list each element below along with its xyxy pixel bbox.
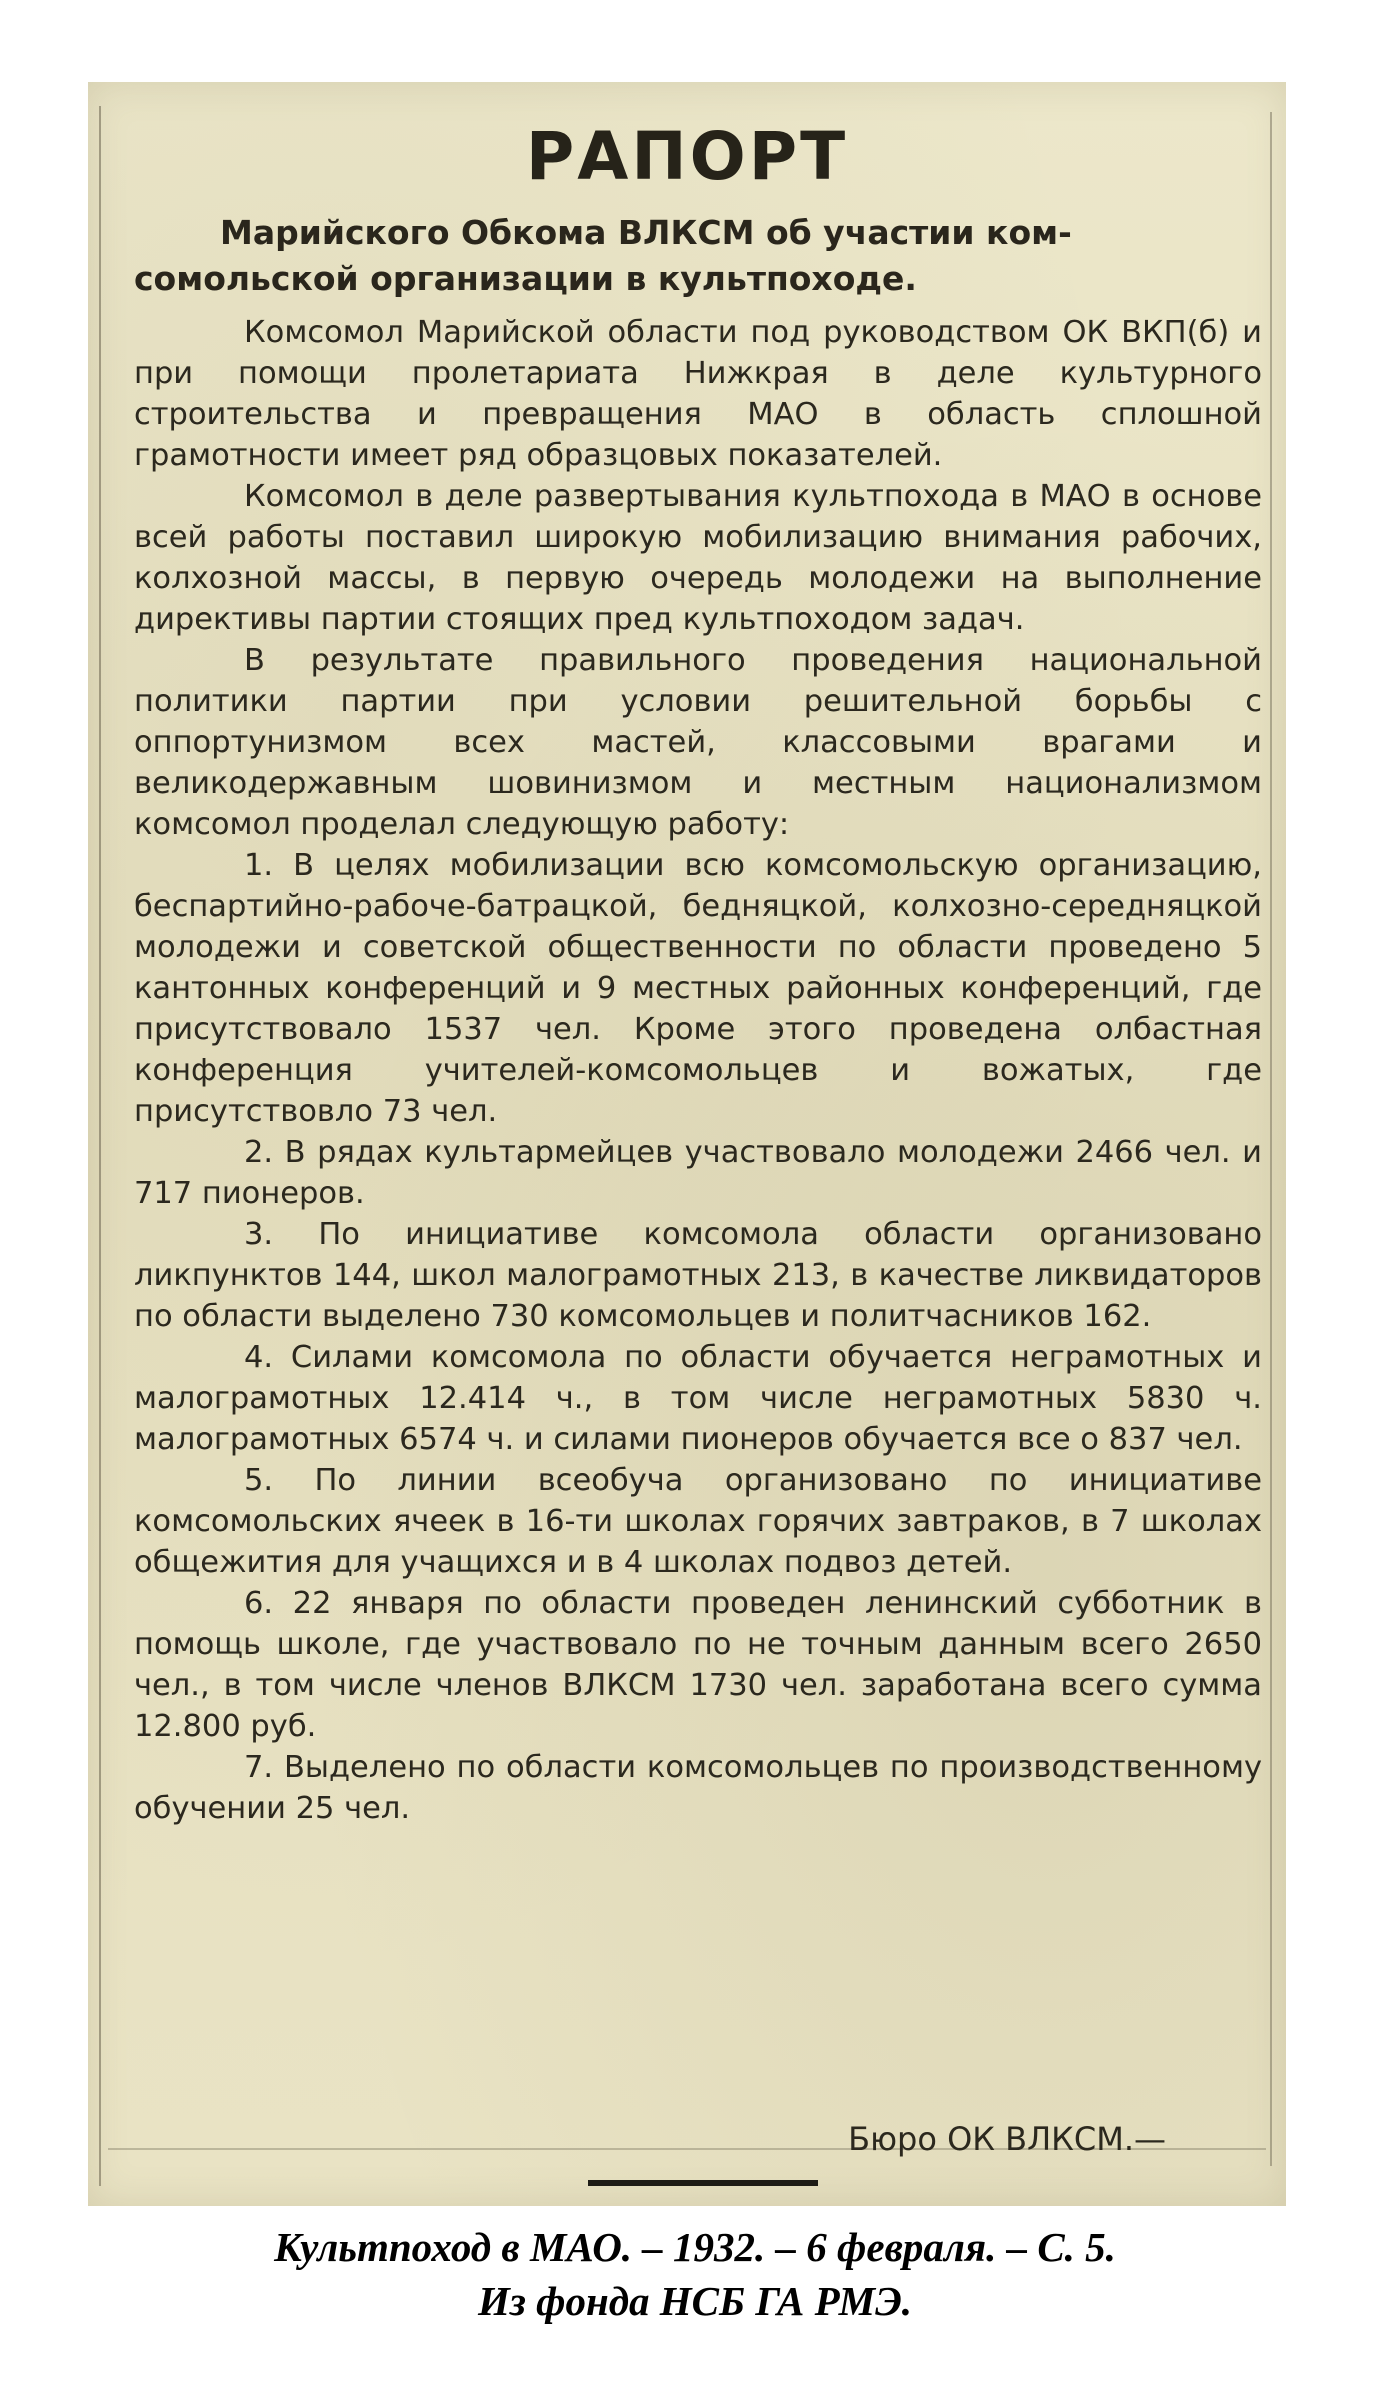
list-item-4: 4. Силами комсомола по области обучается неграмотных и малограмотных 12.414 ч., в том числе неграмотных 5830 ч. малограмотных 6574 ч. и силами пионеров обучается все о 837 чел.: [134, 1340, 1262, 1457]
article-body: [134, 312, 1262, 1829]
subtitle-line-2: сомольской организации в культпоходе.: [134, 259, 917, 298]
end-rule: [588, 2180, 818, 2186]
article-subtitle: [134, 210, 1262, 302]
list-item-2: 2. В рядах культармейцев участвовало молодежи 2466 чел. и 717 пионеров.: [134, 1135, 1262, 1211]
article-title: РАПОРТ: [525, 118, 849, 195]
article-signature: Бюро ОК ВЛКСМ.—: [848, 2120, 1166, 2158]
subtitle-line-1: Марийского Обкома ВЛКСМ об участии ком-: [220, 213, 1072, 252]
list-item-6: 6. 22 января по области проведен ленинский субботник в помощь школе, где участвовало по не точным данным всего 2650 чел., в том числе членов ВЛКСМ 1730 чел. заработана всего сумма 12.800 руб.: [134, 1586, 1262, 1744]
paragraph-intro: Комсомол Марийской области под руководством ОК ВКП(б) и при помощи пролетариата Нижкрая в деле культурного строительства и превращения МАО в область сплошной грамотности имеет ряд образцовых показателей.: [134, 315, 1262, 473]
paragraph-mobilization: Комсомол в деле развертывания культпохода в МАО в основе всей работы поставил широкую мобилизацию внимания рабочих, колхозной массы, в первую очередь молодежи на выполнение директивы партии стоящих пред культпоходом задач.: [134, 479, 1262, 637]
newspaper-clipping: [88, 82, 1286, 2206]
column-rule-right: [1270, 112, 1272, 2166]
caption-archive: Из фонда НСБ ГА РМЭ.: [477, 2278, 913, 2324]
list-item-1: 1. В целях мобилизации всю комсомольскую организацию, беспартийно-рабоче-батрацкой, бедняцкой, колхозно-середняцкой молодежи и советской общественности по области проведено 5 кантонных конференций и 9 местных районных конференций, где присутствовало 1537 чел. Кроме этого проведена олбастная конференция учителей-комсомольцев и вожатых, где присутствовло 73 чел.: [134, 848, 1262, 1129]
source-caption: [0, 2220, 1390, 2328]
list-item-3: 3. По инициативе комсомола области организовано ликпунктов 144, школ малограмотных 213, в качестве ликвидаторов по области выделено 730 комсомольцев и политчасников 162.: [134, 1217, 1262, 1334]
list-item-5: 5. По линии всеобуча организовано по инициативе комсомольских ячеек в 16-ти школах горячих завтраков, в 7 школах общежития для учащихся и в 4 школах подвоз детей.: [134, 1463, 1262, 1580]
caption-citation: Культпоход в МАО. – 1932. – 6 февраля. – С. 5.: [274, 2224, 1116, 2270]
paragraph-results: В результате правильного проведения национальной политики партии при условии решительной борьбы с оппортунизмом всех мастей, классовыми врагами и великодержавным шовинизмом и местным национализмом комсомол проделал следующую работу:: [134, 643, 1262, 842]
column-rule-left: [99, 106, 101, 2186]
list-item-7: 7. Выделено по области комсомольцев по производственному обучении 25 чел.: [134, 1750, 1262, 1826]
